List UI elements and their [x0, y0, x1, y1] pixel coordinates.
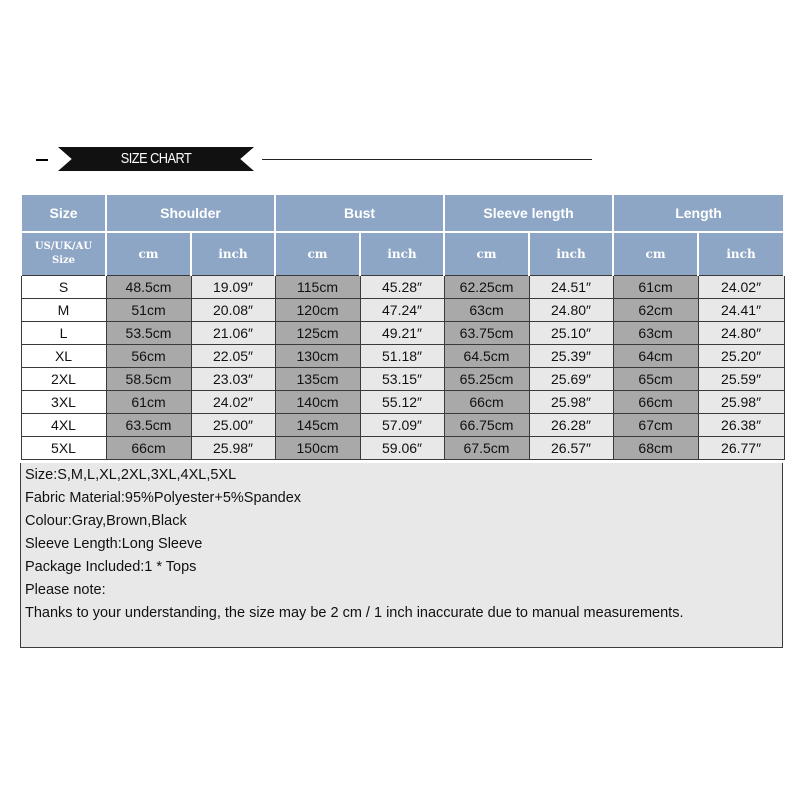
inch-value-cell: 26.77″ [698, 437, 784, 460]
inch-value-cell: 24.02″ [191, 391, 275, 414]
cm-value-cell: 125cm [275, 322, 360, 345]
size-cell: 2XL [21, 368, 106, 391]
cm-value-cell: 64.5cm [444, 345, 529, 368]
cm-value-cell: 135cm [275, 368, 360, 391]
cm-value-cell: 66cm [106, 437, 191, 460]
cm-value-cell: 53.5cm [106, 322, 191, 345]
inch-value-cell: 47.24″ [360, 299, 444, 322]
inch-value-cell: 22.05″ [191, 345, 275, 368]
cm-value-cell: 62.25cm [444, 276, 529, 299]
cm-value-cell: 150cm [275, 437, 360, 460]
cm-value-cell: 64cm [613, 345, 698, 368]
inch-value-cell: 24.51″ [529, 276, 613, 299]
unit-cell: cm [444, 232, 529, 276]
table-row [21, 345, 784, 368]
note-line: Thanks to your understanding, the size may be 2 cm / 1 inch inaccurate due to manual measurements. [25, 605, 684, 621]
cm-value-cell: 68cm [613, 437, 698, 460]
banner-dash [36, 159, 48, 161]
inch-value-cell: 26.28″ [529, 414, 613, 437]
unit-cell: inch [360, 232, 444, 276]
cm-value-cell: 130cm [275, 345, 360, 368]
inch-value-cell: 25.98″ [698, 391, 784, 414]
size-table-container [20, 194, 783, 460]
cm-value-cell: 67cm [613, 414, 698, 437]
inch-value-cell: 20.08″ [191, 299, 275, 322]
size-table [20, 194, 785, 460]
note-line: Size:S,M,L,XL,2XL,3XL,4XL,5XL [25, 467, 237, 483]
size-cell: 4XL [21, 414, 106, 437]
inch-value-cell: 59.06″ [360, 437, 444, 460]
inch-value-cell: 24.80″ [529, 299, 613, 322]
cm-value-cell: 48.5cm [106, 276, 191, 299]
inch-value-cell: 25.39″ [529, 345, 613, 368]
inch-value-cell: 53.15″ [360, 368, 444, 391]
header-sleeve-length: Sleeve length [444, 195, 613, 233]
unit-cell: cm [106, 232, 191, 276]
unit-cell: inch [529, 232, 613, 276]
note-line: Colour:Gray,Brown,Black [25, 513, 187, 529]
note-line: Fabric Material:95%Polyester+5%Spandex [25, 490, 302, 506]
header-size: Size [21, 195, 106, 233]
cm-value-cell: 63cm [444, 299, 529, 322]
cm-value-cell: 61cm [613, 276, 698, 299]
cm-value-cell: 56cm [106, 345, 191, 368]
inch-value-cell: 24.80″ [698, 322, 784, 345]
cm-value-cell: 115cm [275, 276, 360, 299]
product-notes [20, 463, 783, 648]
inch-value-cell: 24.02″ [698, 276, 784, 299]
cm-value-cell: 66cm [444, 391, 529, 414]
cm-value-cell: 65cm [613, 368, 698, 391]
table-row [21, 299, 784, 322]
note-line: Package Included:1 * Tops [25, 559, 197, 575]
size-cell: M [21, 299, 106, 322]
header-length: Length [613, 195, 784, 233]
inch-value-cell: 25.69″ [529, 368, 613, 391]
cm-value-cell: 140cm [275, 391, 360, 414]
note-line: Please note: [25, 582, 106, 598]
cm-value-cell: 62cm [613, 299, 698, 322]
subheader-size [21, 232, 106, 276]
inch-value-cell: 55.12″ [360, 391, 444, 414]
cm-value-cell: 58.5cm [106, 368, 191, 391]
inch-value-cell: 21.06″ [191, 322, 275, 345]
inch-value-cell: 26.38″ [698, 414, 784, 437]
note-line: Sleeve Length:Long Sleeve [25, 536, 203, 552]
size-cell: XL [21, 345, 106, 368]
table-row [21, 368, 784, 391]
unit-cell: inch [698, 232, 784, 276]
table-row [21, 414, 784, 437]
subheader-size-region: US/UK/AU [34, 241, 93, 252]
table-row [21, 391, 784, 414]
inch-value-cell: 19.09″ [191, 276, 275, 299]
cm-value-cell: 66.75cm [444, 414, 529, 437]
cm-value-cell: 66cm [613, 391, 698, 414]
table-body [21, 276, 784, 460]
inch-value-cell: 25.10″ [529, 322, 613, 345]
cm-value-cell: 145cm [275, 414, 360, 437]
inch-value-cell: 57.09″ [360, 414, 444, 437]
cm-value-cell: 120cm [275, 299, 360, 322]
unit-row [21, 232, 784, 276]
inch-value-cell: 25.98″ [529, 391, 613, 414]
header-row [21, 195, 784, 233]
cm-value-cell: 65.25cm [444, 368, 529, 391]
size-cell: L [21, 322, 106, 345]
table-row [21, 322, 784, 345]
unit-cell: cm [613, 232, 698, 276]
inch-value-cell: 25.59″ [698, 368, 784, 391]
size-chart-banner [0, 140, 800, 180]
size-cell: 5XL [21, 437, 106, 460]
inch-value-cell: 51.18″ [360, 345, 444, 368]
unit-cell: cm [275, 232, 360, 276]
inch-value-cell: 49.21″ [360, 322, 444, 345]
header-bust: Bust [275, 195, 444, 233]
inch-value-cell: 26.57″ [529, 437, 613, 460]
inch-value-cell: 25.00″ [191, 414, 275, 437]
cm-value-cell: 61cm [106, 391, 191, 414]
cm-value-cell: 63cm [613, 322, 698, 345]
inch-value-cell: 23.03″ [191, 368, 275, 391]
table-row [21, 276, 784, 299]
inch-value-cell: 45.28″ [360, 276, 444, 299]
subheader-size-label: Size [51, 255, 76, 266]
cm-value-cell: 63.75cm [444, 322, 529, 345]
inch-value-cell: 25.98″ [191, 437, 275, 460]
cm-value-cell: 51cm [106, 299, 191, 322]
banner-rule [262, 159, 592, 160]
unit-cell: inch [191, 232, 275, 276]
banner-title: SIZE CHART [120, 150, 192, 167]
size-cell: S [21, 276, 106, 299]
size-cell: 3XL [21, 391, 106, 414]
header-shoulder: Shoulder [106, 195, 275, 233]
cm-value-cell: 67.5cm [444, 437, 529, 460]
inch-value-cell: 24.41″ [698, 299, 784, 322]
table-row [21, 437, 784, 460]
inch-value-cell: 25.20″ [698, 345, 784, 368]
cm-value-cell: 63.5cm [106, 414, 191, 437]
